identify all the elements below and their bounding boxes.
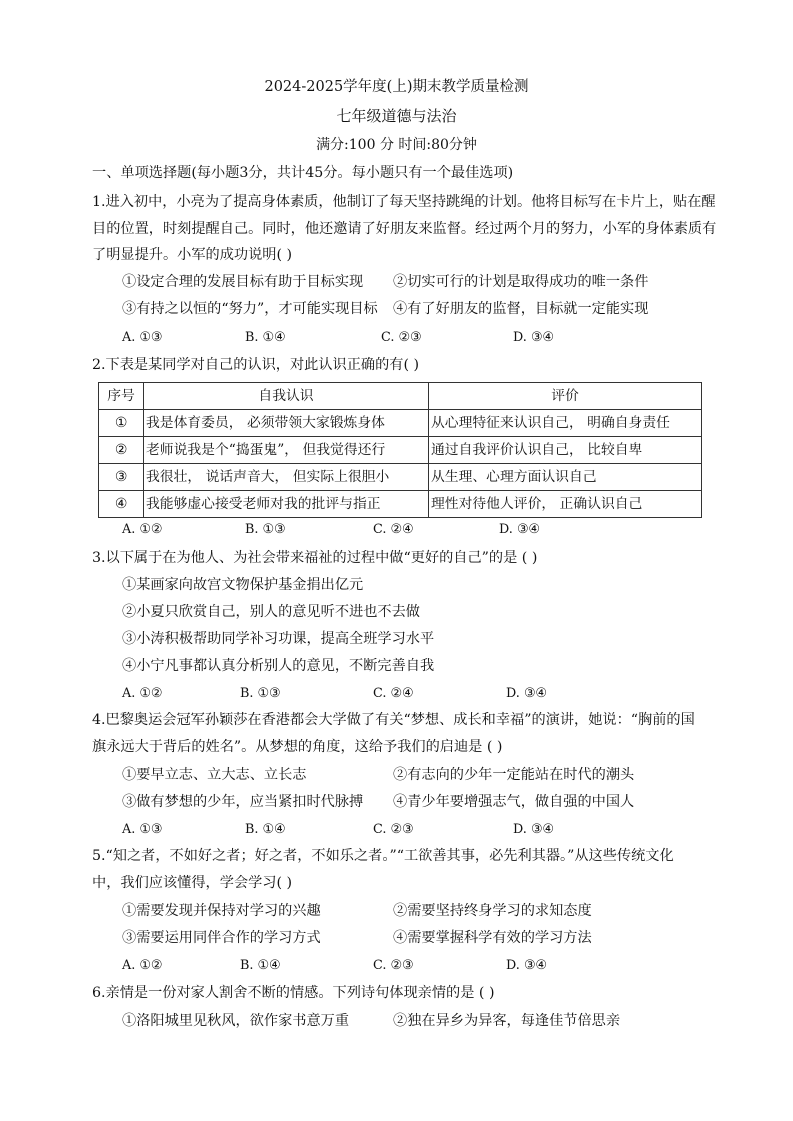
- q1-stem-line1: 1.进入初中，小亮为了提高身体素质，他制订了每天坚持跳绳的计划。他将目标写在卡片上，贴在醒: [92, 194, 716, 210]
- q4-option-a: A. ①③: [122, 822, 163, 837]
- table-header-row: [99, 383, 702, 410]
- q2-option-b: B. ①③: [245, 522, 286, 537]
- q4-item-4: ④青少年要增强志气，做自强的中国人: [393, 794, 635, 810]
- q1-item-2: ②切实可行的计划是取得成功的唯一条件: [393, 274, 649, 290]
- q5-item-4: ④需要掌握科学有效的学习方法: [393, 930, 592, 946]
- q3-option-b: B. ①③: [240, 686, 281, 701]
- table-header-cell: 序号: [99, 383, 144, 410]
- q5-option-d: D. ③④: [506, 958, 547, 973]
- table-cell: 理性对待他人评价， 正确认识自己: [429, 491, 702, 518]
- q5-option-b: B. ①④: [240, 958, 281, 973]
- table-cell: 我能够虚心接受老师对我的批评与指正: [144, 491, 429, 518]
- q1-option-c: C. ②③: [381, 330, 422, 345]
- q2-option-c: C. ②④: [373, 522, 414, 537]
- table-cell: ④: [99, 491, 144, 518]
- table-cell: 老师说我是个“捣蛋鬼”， 但我觉得还行: [144, 437, 429, 464]
- q3-stem: 3.以下属于在为他人、为社会带来福祉的过程中做“更好的自己”的是 ( ): [92, 550, 538, 566]
- q2-stem: 2.下表是某同学对自己的认识，对此认识正确的有( ): [92, 357, 420, 373]
- table-row: [99, 464, 702, 491]
- table-cell: ①: [99, 410, 144, 437]
- q2-option-a: A. ①②: [122, 522, 163, 537]
- table-cell: 从生理、心理方面认识自己: [429, 464, 702, 491]
- q3-item-3: ③小涛积极帮助同学补习功课，提高全班学习水平: [122, 631, 435, 647]
- q6-stem: 6.亲情是一份对家人割舍不断的情感。下列诗句体现亲情的是 ( ): [92, 985, 495, 1001]
- table-cell: ②: [99, 437, 144, 464]
- q1-option-b: B. ①④: [245, 330, 286, 345]
- q3-item-4: ④小宁凡事都认真分析别人的意见，不断完善自我: [122, 658, 435, 674]
- q1-option-a: A. ①③: [122, 330, 163, 345]
- q4-stem-line2: 旗永远大于背后的姓名”。从梦想的角度，这给予我们的启迪是 ( ): [92, 739, 503, 755]
- q5-item-2: ②需要坚持终身学习的求知态度: [393, 903, 592, 919]
- table-cell: 通过自我评价认识自己， 比较自卑: [429, 437, 702, 464]
- q3-option-d: D. ③④: [506, 686, 547, 701]
- table-row: [99, 410, 702, 437]
- section-heading: 一、单项选择题(每小题3分，共计45分。每小题只有一个最佳选项): [92, 165, 514, 181]
- table-cell: 我是体育委员， 必须带领大家锻炼身体: [144, 410, 429, 437]
- self-awareness-table: [98, 382, 702, 518]
- q2-option-d: D. ③④: [499, 522, 540, 537]
- q1-item-1: ①设定合理的发展目标有助于目标实现: [122, 274, 364, 290]
- q5-stem-line2: 中，我们应该懂得，学会学习( ): [92, 875, 293, 891]
- table-header-cell: 自我认识: [144, 383, 429, 410]
- q5-item-1: ①需要发现并保持对学习的兴趣: [122, 903, 321, 919]
- q4-item-2: ②有志向的少年一定能站在时代的潮头: [393, 767, 635, 783]
- q3-item-1: ①某画家向故宫文物保护基金捐出亿元: [122, 577, 364, 593]
- q4-item-1: ①要早立志、立大志、立长志: [122, 767, 307, 783]
- q3-item-2: ②小夏只欣赏自己，别人的意见听不进也不去做: [122, 604, 420, 620]
- table-row: [99, 491, 702, 518]
- q6-item-1: ①洛阳城里见秋风，欲作家书意万重: [122, 1013, 350, 1029]
- q5-option-a: A. ①②: [122, 958, 163, 973]
- q4-item-3: ③做有梦想的少年，应当紧扣时代脉搏: [122, 794, 364, 810]
- q5-stem-line1: 5.“知之者，不如好之者；好之者，不如乐之者。”“工欲善其事，必先利其器。”从这些传统文化: [92, 848, 674, 864]
- table-row: [99, 437, 702, 464]
- table-cell: 我很壮， 说话声音大， 但实际上很胆小: [144, 464, 429, 491]
- exam-subject: 七年级道德与法治: [336, 107, 457, 125]
- q4-stem-line1: 4.巴黎奥运会冠军孙颖莎在香港都会大学做了有关“梦想、成长和幸福”的演讲，她说：“胸前的国: [92, 712, 695, 728]
- exam-info: 满分:100 分 时间:80分钟: [316, 137, 477, 153]
- q1-stem-line2: 目的位置，时刻提醒自己。同时，他还邀请了好朋友来监督。经过两个月的努力，小军的身体素质有: [92, 221, 717, 237]
- table-header-cell: 评价: [429, 383, 702, 410]
- q5-item-3: ③需要运用同伴合作的学习方式: [122, 930, 321, 946]
- q4-option-c: C. ②③: [373, 822, 414, 837]
- table-cell: ③: [99, 464, 144, 491]
- exam-title: 2024-2025学年度(上)期末教学质量检测: [264, 79, 529, 95]
- q4-option-b: B. ①④: [245, 822, 286, 837]
- q1-item-4: ④有了好朋友的监督，目标就一定能实现: [393, 301, 649, 317]
- q1-stem-line3: 了明显提升。小军的成功说明( ): [92, 247, 293, 263]
- q5-option-c: C. ②③: [373, 958, 414, 973]
- q1-item-3: ③有持之以恒的“努力”，才可能实现目标: [122, 301, 378, 317]
- q3-option-a: A. ①②: [122, 686, 163, 701]
- q1-option-d: D. ③④: [513, 330, 554, 345]
- q6-item-2: ②独在异乡为异客，每逢佳节倍思亲: [393, 1013, 621, 1029]
- table-cell: 从心理特征来认识自己， 明确自身责任: [429, 410, 702, 437]
- q3-option-c: C. ②④: [373, 686, 414, 701]
- q4-option-d: D. ③④: [513, 822, 554, 837]
